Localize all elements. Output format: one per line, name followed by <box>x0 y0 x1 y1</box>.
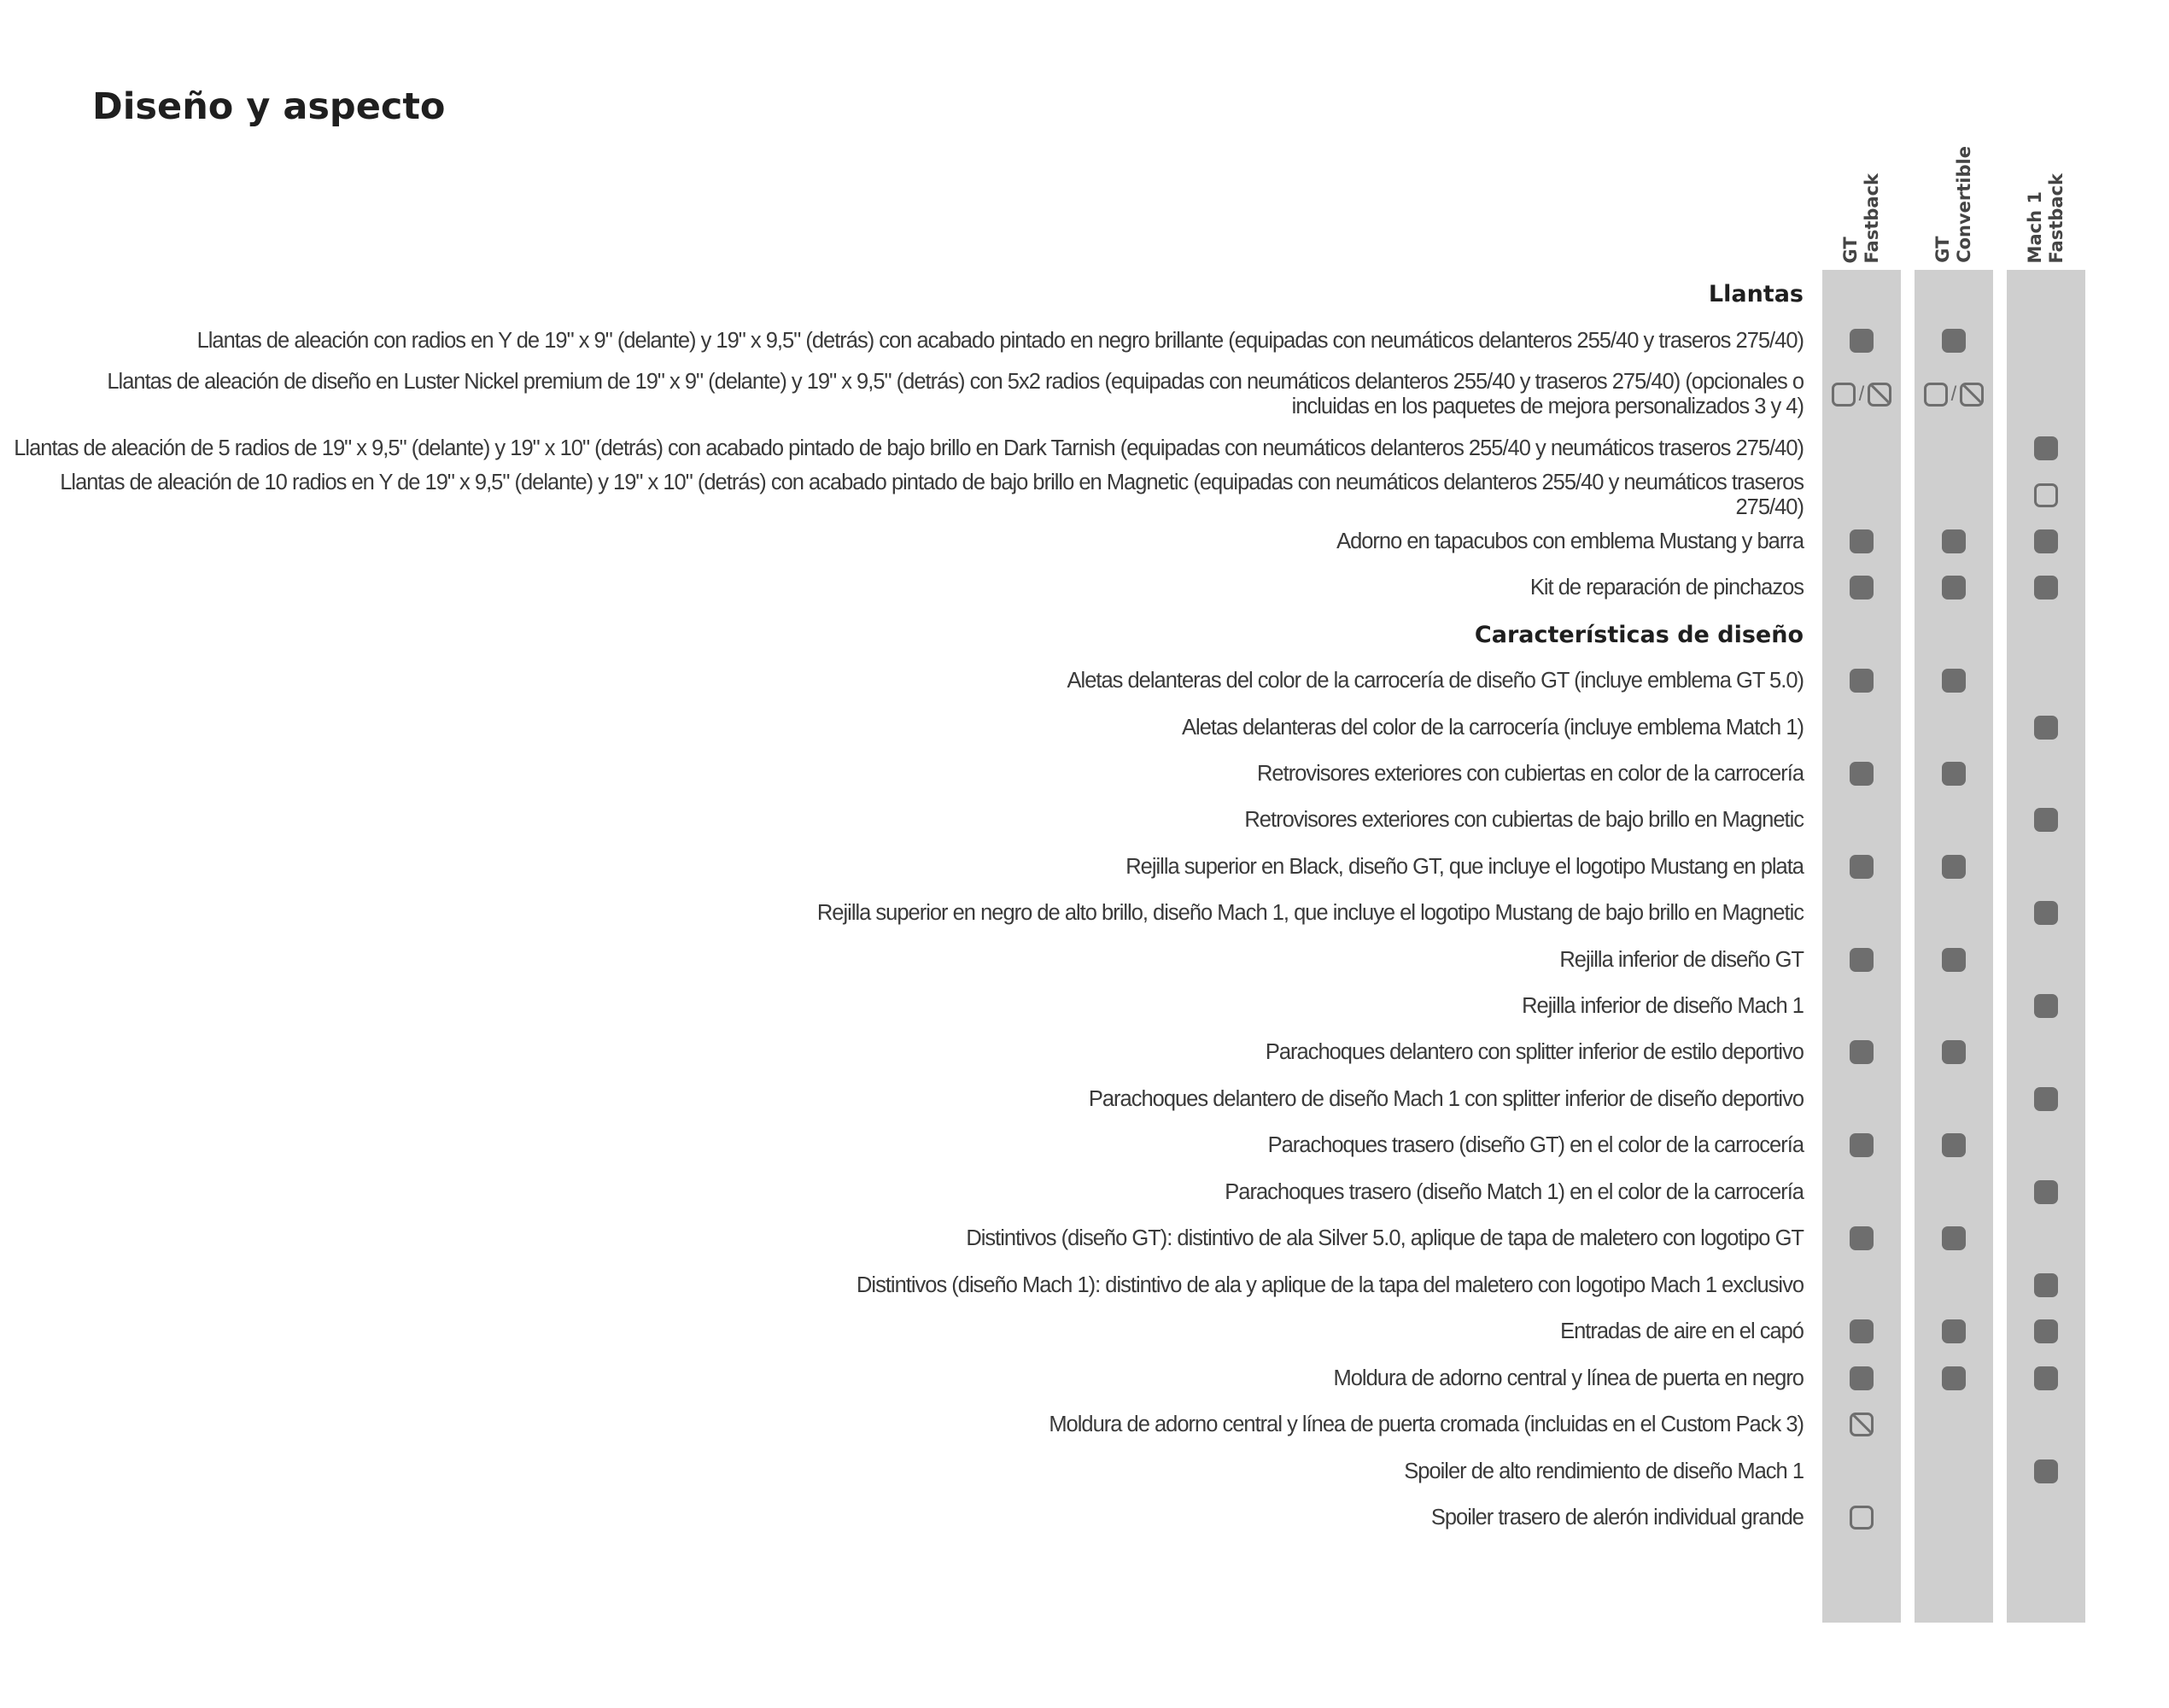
standard-filled-square-icon <box>2034 716 2058 740</box>
cell-mach1-fastback <box>2007 1403 2085 1446</box>
feature-row <box>0 939 2169 981</box>
feature-label: Retrovisores exteriores con cubiertas en color de la carrocería <box>1257 761 1804 786</box>
feature-row <box>0 366 2169 423</box>
standard-filled-square-icon <box>1942 576 1966 600</box>
column-header-gt-convertible <box>1915 143 1993 263</box>
standard-filled-square-icon <box>2034 576 2058 600</box>
standard-filled-square-icon <box>1850 1040 1874 1064</box>
cell-gt-convertible <box>1915 366 1993 423</box>
cell-gt-fastback <box>1822 659 1901 702</box>
cell-gt-convertible <box>1915 474 1993 517</box>
cell-gt-fastback <box>1822 1078 1901 1120</box>
feature-label: Moldura de adorno central y línea de puerta cromada (incluidas en el Custom Pack 3) <box>1049 1412 1804 1436</box>
cell-gt-fastback <box>1822 615 1901 654</box>
feature-label: Parachoques delantero con splitter inferior de estilo deportivo <box>1265 1039 1804 1064</box>
cell-gt-convertible <box>1915 1403 1993 1446</box>
feature-row <box>0 1496 2169 1539</box>
cell-gt-fastback <box>1822 892 1901 934</box>
cell-gt-fastback <box>1822 474 1901 517</box>
feature-row <box>0 1031 2169 1073</box>
feature-label: Aletas delanteras del color de la carrocería de diseño GT (incluye emblema GT 5.0) <box>1067 668 1804 693</box>
feature-label: Llantas de aleación de 5 radios de 19" x 9,5" (delante) y 19" x 10" (detrás) con acabado pintado de bajo brillo en Dark Tarnish (equipadas con neumáticos delanteros 255/40 y neumáticos traseros 275/40) <box>14 436 1804 460</box>
column-header-line2: Fastback <box>1862 173 1882 263</box>
cell-gt-fastback <box>1822 1031 1901 1073</box>
column-header-line2: Fastback <box>2046 173 2067 263</box>
package-crossed-square-icon <box>1960 383 1984 407</box>
standard-filled-square-icon <box>2034 529 2058 553</box>
feature-row <box>0 752 2169 795</box>
cell-mach1-fastback <box>2007 1078 2085 1120</box>
cell-gt-convertible <box>1915 1031 1993 1073</box>
cell-gt-fastback <box>1822 1357 1901 1400</box>
feature-row <box>0 427 2169 470</box>
feature-label: Llantas de aleación con radios en Y de 19" x 9" (delante) y 19" x 9,5" (detrás) con acabado pintado en negro brillante (equipadas con neumáticos delanteros 255/40 y traseros 275/40) <box>196 328 1804 353</box>
standard-filled-square-icon <box>1942 669 1966 693</box>
feature-label: Parachoques trasero (diseño GT) en el color de la carrocería <box>1267 1132 1804 1157</box>
standard-filled-square-icon <box>1850 576 1874 600</box>
cell-gt-convertible <box>1915 1450 1993 1493</box>
feature-row <box>0 659 2169 702</box>
standard-filled-square-icon <box>1850 762 1874 786</box>
cell-mach1-fastback <box>2007 706 2085 749</box>
cell-gt-fastback <box>1822 845 1901 888</box>
cell-gt-convertible <box>1915 319 1993 362</box>
standard-filled-square-icon <box>2034 1273 2058 1297</box>
feature-row <box>0 1264 2169 1307</box>
package-crossed-square-icon <box>1868 383 1891 407</box>
feature-label: Moldura de adorno central y línea de puerta en negro <box>1333 1366 1804 1390</box>
standard-filled-square-icon <box>1942 948 1966 972</box>
cell-gt-fastback <box>1822 1496 1901 1539</box>
standard-filled-square-icon <box>2034 808 2058 832</box>
feature-label: Spoiler trasero de alerón individual grande <box>1430 1505 1804 1530</box>
feature-label: Parachoques trasero (diseño Match 1) en el color de la carrocería <box>1225 1179 1804 1204</box>
feature-row <box>0 566 2169 609</box>
feature-row <box>0 319 2169 362</box>
standard-filled-square-icon <box>1942 329 1966 353</box>
cell-gt-fastback <box>1822 1171 1901 1214</box>
cell-gt-convertible <box>1915 1310 1993 1353</box>
feature-label: Llantas de aleación de 10 radios en Y de 19" x 9,5" (delante) y 19" x 10" (detrás) con acabado pintado de bajo brillo en Magnetic (equipadas con neumáticos delanteros 255/40 y neumáticos traseros 275/40) <box>60 471 1804 519</box>
feature-row <box>0 1450 2169 1493</box>
standard-filled-square-icon <box>1942 1040 1966 1064</box>
standard-filled-square-icon <box>1942 1319 1966 1343</box>
feature-row <box>0 1217 2169 1260</box>
feature-row <box>0 1357 2169 1400</box>
feature-label: Kit de reparación de pinchazos <box>1529 575 1804 600</box>
feature-row <box>0 985 2169 1027</box>
standard-filled-square-icon <box>2034 1459 2058 1483</box>
cell-gt-convertible <box>1915 845 1993 888</box>
cell-mach1-fastback <box>2007 566 2085 609</box>
cell-gt-convertible <box>1915 892 1993 934</box>
cell-mach1-fastback <box>2007 1031 2085 1073</box>
cell-gt-fastback <box>1822 1450 1901 1493</box>
feature-label: Rejilla inferior de diseño Mach 1 <box>1522 993 1804 1018</box>
cell-mach1-fastback <box>2007 319 2085 362</box>
cell-mach1-fastback <box>2007 1357 2085 1400</box>
cell-gt-convertible <box>1915 752 1993 795</box>
cell-gt-fastback <box>1822 706 1901 749</box>
cell-mach1-fastback <box>2007 1450 2085 1493</box>
column-header-line1: Mach 1 <box>2025 190 2045 263</box>
feature-label: Rejilla inferior de diseño GT <box>1559 947 1804 972</box>
cell-mach1-fastback <box>2007 1264 2085 1307</box>
feature-label: Parachoques delantero de diseño Mach 1 con splitter inferior de diseño deportivo <box>1088 1086 1804 1111</box>
cell-mach1-fastback <box>2007 1310 2085 1353</box>
standard-filled-square-icon <box>1850 329 1874 353</box>
standard-filled-square-icon <box>1850 948 1874 972</box>
cell-mach1-fastback <box>2007 1496 2085 1539</box>
feature-label: Retrovisores exteriores con cubiertas de bajo brillo en Magnetic <box>1244 807 1804 832</box>
standard-filled-square-icon <box>1850 855 1874 879</box>
cell-mach1-fastback <box>2007 1124 2085 1167</box>
standard-filled-square-icon <box>2034 901 2058 925</box>
cell-gt-fastback <box>1822 798 1901 841</box>
cell-gt-fastback <box>1822 366 1901 423</box>
section-title: Características de diseño <box>1474 621 1804 648</box>
column-header-line1: GT <box>1932 236 1953 263</box>
cell-gt-convertible <box>1915 1078 1993 1120</box>
feature-row <box>0 471 2169 519</box>
standard-filled-square-icon <box>2034 436 2058 460</box>
cell-gt-convertible <box>1915 1171 1993 1214</box>
standard-filled-square-icon <box>1850 1366 1874 1390</box>
feature-row <box>0 845 2169 888</box>
standard-filled-square-icon <box>1942 855 1966 879</box>
feature-label: Entradas de aire en el capó <box>1560 1319 1804 1343</box>
feature-row <box>0 1124 2169 1167</box>
standard-filled-square-icon <box>1850 1133 1874 1157</box>
option-outline-square-icon <box>1850 1506 1874 1530</box>
option-outline-square-icon <box>2034 483 2058 507</box>
cell-gt-convertible <box>1915 1124 1993 1167</box>
cell-mach1-fastback <box>2007 615 2085 654</box>
cell-gt-fastback <box>1822 520 1901 563</box>
feature-row <box>0 1310 2169 1353</box>
standard-filled-square-icon <box>1850 1226 1874 1250</box>
cell-gt-fastback <box>1822 1217 1901 1260</box>
standard-filled-square-icon <box>2034 1180 2058 1204</box>
standard-filled-square-icon <box>1850 529 1874 553</box>
cell-gt-convertible <box>1915 566 1993 609</box>
cell-gt-convertible <box>1915 939 1993 981</box>
feature-row <box>0 1078 2169 1120</box>
standard-filled-square-icon <box>1850 1319 1874 1343</box>
standard-filled-square-icon <box>1942 1226 1966 1250</box>
cell-gt-fastback <box>1822 1264 1901 1307</box>
standard-filled-square-icon <box>2034 1319 2058 1343</box>
section-header-row <box>0 615 2169 654</box>
cell-gt-convertible <box>1915 520 1993 563</box>
feature-label: Aletas delanteras del color de la carrocería (incluye emblema Match 1) <box>1182 715 1804 740</box>
cell-gt-fastback <box>1822 1124 1901 1167</box>
cell-mach1-fastback <box>2007 752 2085 795</box>
cell-gt-convertible <box>1915 1264 1993 1307</box>
slash-separator-icon: / <box>1950 383 1957 406</box>
cell-gt-convertible <box>1915 1357 1993 1400</box>
cell-mach1-fastback <box>2007 659 2085 702</box>
cell-mach1-fastback <box>2007 274 2085 313</box>
feature-row <box>0 706 2169 749</box>
cell-gt-fastback <box>1822 1310 1901 1353</box>
standard-filled-square-icon <box>2034 1366 2058 1390</box>
feature-row <box>0 798 2169 841</box>
option-outline-square-icon <box>1832 383 1856 407</box>
cell-gt-fastback <box>1822 939 1901 981</box>
slash-separator-icon: / <box>1858 383 1865 406</box>
column-header-line2: Convertible <box>1954 146 1974 263</box>
column-header-gt-fastback <box>1822 143 1901 263</box>
feature-label: Llantas de aleación de diseño en Luster Nickel premium de 19" x 9" (delante) y 19" x 9,5" (detrás) con 5x2 radios (equipadas con neumáticos delanteros 255/40 y traseros 275/40) (opcionales o incluidas en los paquetes de mejora personalizados 3 y 4) <box>107 370 1804 418</box>
feature-label: Rejilla superior en negro de alto brillo, diseño Mach 1, que incluye el logotipo Mustang de bajo brillo en Magnetic <box>816 900 1804 925</box>
standard-filled-square-icon <box>1850 669 1874 693</box>
cell-gt-convertible <box>1915 615 1993 654</box>
section-header-row <box>0 274 2169 313</box>
cell-gt-fastback <box>1822 566 1901 609</box>
cell-gt-convertible <box>1915 1496 1993 1539</box>
cell-gt-convertible <box>1915 659 1993 702</box>
column-header-mach1-fastback <box>2007 143 2085 263</box>
cell-mach1-fastback <box>2007 366 2085 423</box>
cell-gt-fastback <box>1822 1403 1901 1446</box>
standard-filled-square-icon <box>2034 994 2058 1018</box>
cell-gt-convertible <box>1915 427 1993 470</box>
cell-mach1-fastback <box>2007 1171 2085 1214</box>
option-outline-square-icon <box>1924 383 1948 407</box>
cell-gt-convertible <box>1915 798 1993 841</box>
cell-gt-convertible <box>1915 706 1993 749</box>
feature-row <box>0 1171 2169 1214</box>
cell-mach1-fastback <box>2007 939 2085 981</box>
column-header-line1: GT <box>1840 236 1861 263</box>
package-crossed-square-icon <box>1850 1413 1874 1436</box>
feature-label: Rejilla superior en Black, diseño GT, que incluye el logotipo Mustang en plata <box>1125 854 1804 879</box>
feature-label: Distintivos (diseño Mach 1): distintivo de ala y aplique de la tapa del maletero con logotipo Mach 1 exclusivo <box>856 1272 1804 1297</box>
feature-label: Spoiler de alto rendimiento de diseño Mach 1 <box>1404 1459 1804 1483</box>
section-title: Llantas <box>1708 280 1804 307</box>
feature-label: Adorno en tapacubos con emblema Mustang y barra <box>1336 529 1804 553</box>
cell-gt-fastback <box>1822 427 1901 470</box>
standard-filled-square-icon <box>1942 529 1966 553</box>
cell-gt-convertible <box>1915 274 1993 313</box>
cell-mach1-fastback <box>2007 520 2085 563</box>
feature-row <box>0 892 2169 934</box>
cell-gt-convertible <box>1915 1217 1993 1260</box>
cell-gt-fastback <box>1822 319 1901 362</box>
standard-filled-square-icon <box>2034 1087 2058 1111</box>
standard-filled-square-icon <box>1942 762 1966 786</box>
feature-row <box>0 1403 2169 1446</box>
cell-mach1-fastback <box>2007 1217 2085 1260</box>
cell-mach1-fastback <box>2007 474 2085 517</box>
cell-mach1-fastback <box>2007 985 2085 1027</box>
cell-mach1-fastback <box>2007 845 2085 888</box>
page-title: Diseño y aspecto <box>92 85 446 128</box>
cell-gt-fastback <box>1822 985 1901 1027</box>
cell-gt-fastback <box>1822 274 1901 313</box>
standard-filled-square-icon <box>1942 1133 1966 1157</box>
standard-filled-square-icon <box>1942 1366 1966 1390</box>
cell-mach1-fastback <box>2007 427 2085 470</box>
feature-row <box>0 520 2169 563</box>
cell-gt-fastback <box>1822 752 1901 795</box>
cell-mach1-fastback <box>2007 798 2085 841</box>
feature-label: Distintivos (diseño GT): distintivo de ala Silver 5.0, aplique de tapa de maletero con logotipo GT <box>966 1225 1804 1250</box>
cell-gt-convertible <box>1915 985 1993 1027</box>
cell-mach1-fastback <box>2007 892 2085 934</box>
